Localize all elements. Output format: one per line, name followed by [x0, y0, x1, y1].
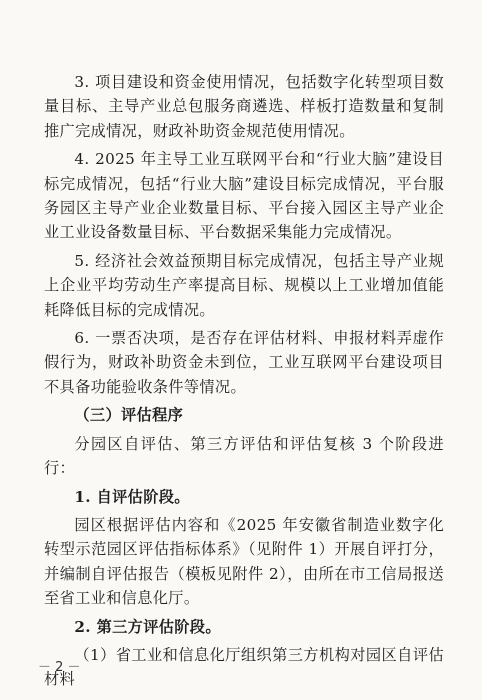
paragraph-item-5: 5. 经济社会效益预期目标完成情况，包括主导产业规上企业平均劳动生产率提高目标、规模以上工业增加值能耗降低目标的完成情况。	[44, 251, 444, 319]
stages-intro: 分园区自评估、第三方评估和评估复核 3 个阶段进行：	[44, 434, 444, 478]
document-body	[44, 70, 444, 696]
page-number: － 2 －	[38, 660, 81, 675]
stage2-heading: 2. 第三方评估阶段。	[74, 617, 221, 636]
stage1-heading: 1. 自评估阶段。	[74, 487, 190, 506]
paragraph-item-4: 4. 2025 年主导工业互联网平台和“行业大脑”建设目标完成情况，包括“行业大脑”建设目标完成情况，平台服务园区主导产业企业数量目标、平台接入园区主导产业企业工业设备数量目标、平台数据采集能力完成情况。	[44, 150, 444, 242]
stage2-body: （1）省工业和信息化厅组织第三方机构对园区自评估材料	[44, 645, 444, 689]
paragraph-item-3: 3. 项目建设和资金使用情况，包括数字化转型项目数量目标、主导产业总包服务商遴选、样板打造数量和复制推广完成情况，财政补助资金规范使用情况。	[44, 73, 444, 140]
paragraph-item-6: 6. 一票否决项，是否存在评估材料、申报材料弄虚作假行为，财政补助资金未到位，工业互联网平台建设项目不具备功能验收条件等情况。	[44, 329, 444, 396]
section-heading-evaluation-procedure: （三）评估程序	[74, 406, 184, 425]
stage1-body: 园区根据评估内容和《2025 年安徽省制造业数字化转型示范园区评估指标体系》（见附件 1）开展自评打分，并编制自评估报告（模板见附件 2），由所在市工信局报送至省工业和信息化厅。	[44, 515, 444, 608]
